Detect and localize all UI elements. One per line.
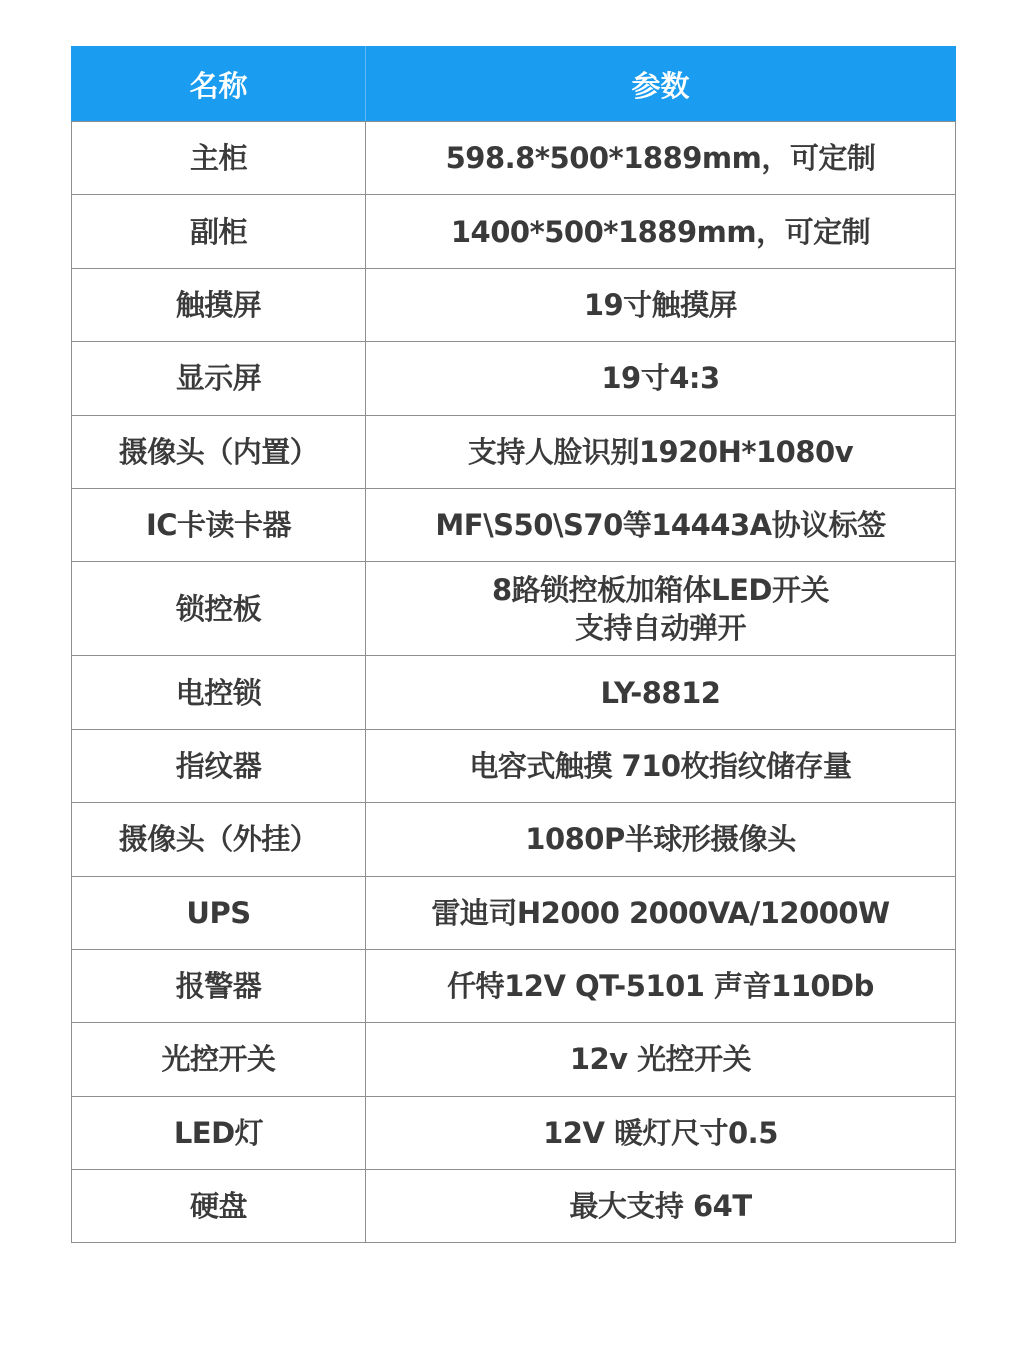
table-row bbox=[72, 122, 956, 195]
table-row bbox=[72, 1023, 956, 1096]
spec-name-cell: 指纹器 bbox=[72, 729, 366, 802]
spec-param-cell bbox=[366, 656, 956, 729]
spec-param-line: 12v 光控开关 bbox=[569, 1042, 752, 1077]
spec-param-line: 19寸触摸屏 bbox=[583, 287, 738, 322]
spec-param-line: 最大支持 64T bbox=[569, 1189, 752, 1224]
spec-param-cell bbox=[366, 1170, 956, 1243]
table-row bbox=[72, 415, 956, 488]
spec-name-cell: 主柜 bbox=[72, 122, 366, 195]
spec-param-cell bbox=[366, 122, 956, 195]
spec-param-cell bbox=[366, 415, 956, 488]
spec-param-cell bbox=[366, 803, 956, 876]
table-row bbox=[72, 342, 956, 415]
spec-param-cell bbox=[366, 1023, 956, 1096]
table-row bbox=[72, 562, 956, 656]
spec-param-cell bbox=[366, 268, 956, 341]
spec-param-cell bbox=[366, 876, 956, 949]
spec-table bbox=[71, 46, 956, 1243]
table-row bbox=[72, 268, 956, 341]
spec-param-line: 12V 暖灯尺寸0.5 bbox=[543, 1115, 778, 1150]
spec-name-cell: LED灯 bbox=[72, 1096, 366, 1169]
spec-param-cell bbox=[366, 729, 956, 802]
spec-name-cell: 电控锁 bbox=[72, 656, 366, 729]
spec-name-cell: 显示屏 bbox=[72, 342, 366, 415]
spec-name-cell: UPS bbox=[72, 876, 366, 949]
spec-name-cell: 副柜 bbox=[72, 195, 366, 268]
table-body bbox=[72, 122, 956, 1243]
spec-name-cell: 光控开关 bbox=[72, 1023, 366, 1096]
spec-param-cell bbox=[366, 562, 956, 656]
spec-name-cell: 触摸屏 bbox=[72, 268, 366, 341]
table-row bbox=[72, 949, 956, 1022]
spec-param-cell bbox=[366, 488, 956, 561]
table-row bbox=[72, 876, 956, 949]
header-param: 参数 bbox=[366, 47, 956, 122]
header-row bbox=[72, 47, 956, 122]
spec-param-line: LY-8812 bbox=[600, 675, 721, 710]
spec-name-cell: IC卡读卡器 bbox=[72, 488, 366, 561]
spec-name-cell: 硬盘 bbox=[72, 1170, 366, 1243]
table-row bbox=[72, 803, 956, 876]
spec-name-cell: 摄像头（外挂） bbox=[72, 803, 366, 876]
table-row bbox=[72, 656, 956, 729]
table-row bbox=[72, 1096, 956, 1169]
table-row bbox=[72, 1170, 956, 1243]
spec-param-line: 仟特12V QT-5101 声音110Db bbox=[447, 969, 874, 1004]
spec-name-cell: 摄像头（内置） bbox=[72, 415, 366, 488]
spec-name-cell: 锁控板 bbox=[72, 562, 366, 656]
spec-param-line: 598.8*500*1889mm，可定制 bbox=[445, 141, 876, 176]
spec-name-cell: 报警器 bbox=[72, 949, 366, 1022]
spec-param-line: 19寸4:3 bbox=[601, 361, 720, 396]
spec-param-line: 电容式触摸 710枚指纹储存量 bbox=[469, 748, 852, 783]
table-row bbox=[72, 488, 956, 561]
spec-param-line: 1080P半球形摄像头 bbox=[525, 822, 796, 857]
spec-param-line: 8路锁控板加箱体LED开关 bbox=[491, 572, 830, 607]
spec-param-line: 支持人脸识别1920H*1080v bbox=[467, 434, 854, 469]
spec-param-line: 雷迪司H2000 2000VA/12000W bbox=[431, 895, 890, 930]
table-header bbox=[72, 47, 956, 122]
spec-param-line: 1400*500*1889mm，可定制 bbox=[450, 214, 871, 249]
spec-param-line: MF\S50\S70等14443A协议标签 bbox=[435, 508, 886, 543]
table-row bbox=[72, 195, 956, 268]
spec-param-line: 支持自动弹开 bbox=[574, 610, 746, 645]
spec-param-cell bbox=[366, 342, 956, 415]
spec-param-cell bbox=[366, 949, 956, 1022]
table-row bbox=[72, 729, 956, 802]
spec-param-cell bbox=[366, 1096, 956, 1169]
spec-param-cell bbox=[366, 195, 956, 268]
header-name: 名称 bbox=[72, 47, 366, 122]
